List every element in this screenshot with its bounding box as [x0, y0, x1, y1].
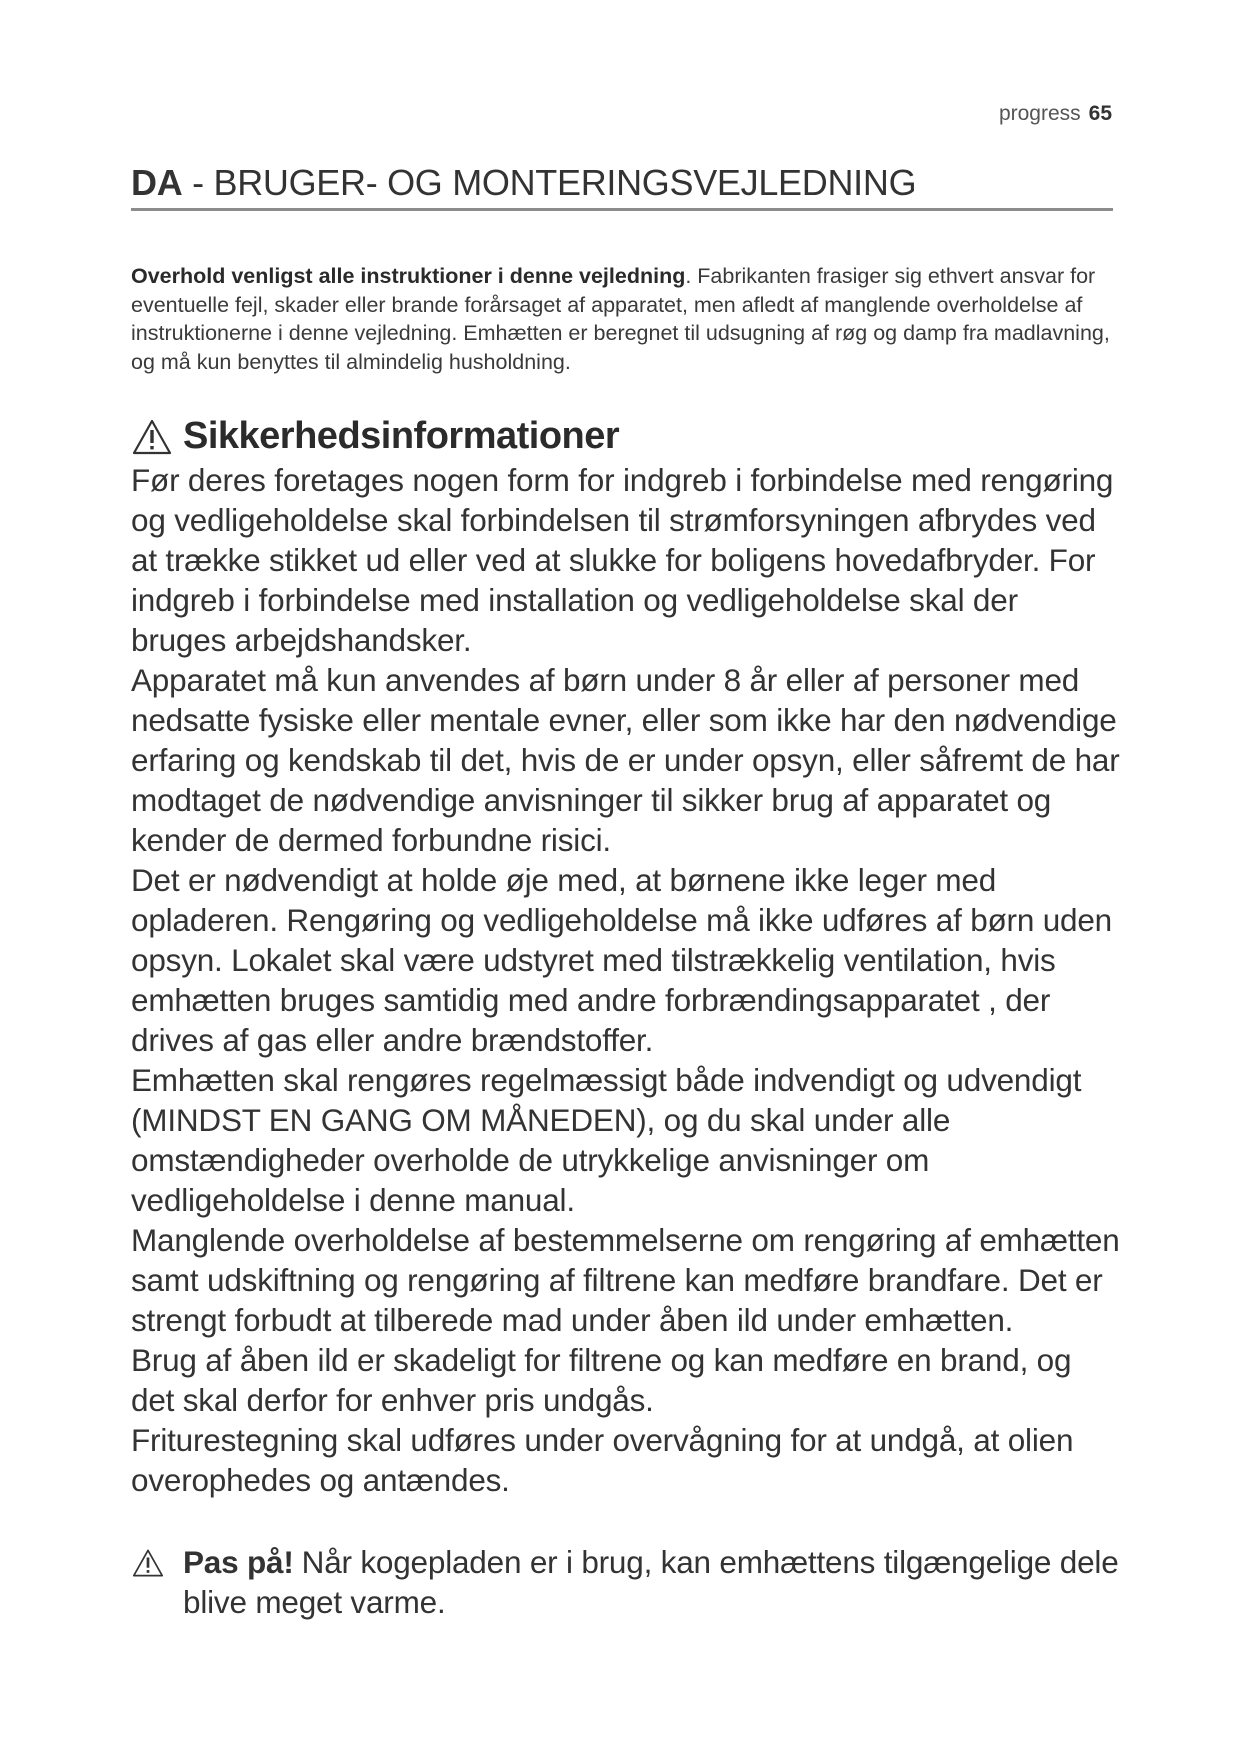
caution-text: Når kogepladen er i brug, kan emhættens tilgængelige dele blive meget varme.: [183, 1544, 1119, 1620]
page-number: 65: [1088, 102, 1112, 125]
warning-triangle-icon: [131, 418, 173, 456]
safety-paragraph: Emhætten skal rengøres regelmæssigt både indvendigt og udvendigt (MINDST EN GANG OM MÅNEDEN), og du skal under alle omstændigheder overholde de utrykkelige anvisninger om vedligeholdelse i denne manual.: [131, 1062, 1082, 1218]
title-bar: [131, 162, 1113, 211]
section-title: [131, 415, 619, 458]
safety-paragraph: Før deres foretages nogen form for indgreb i forbindelse med rengøring og vedligeholdelse skal forbindelsen til strømforsyningen afbrydes ved at trække stikket ud eller ved at slukke for boligens hovedafbryder. For indgreb i forbindelse med installation og vedligeholdelse skal der bruges arbejdshandsker.: [131, 462, 1114, 658]
brand-name: progress: [998, 102, 1081, 125]
safety-text: [131, 460, 1121, 1500]
caution-body: [183, 1542, 1121, 1622]
document-title: [131, 162, 1113, 204]
safety-paragraph: Apparatet må kun anvendes af børn under 8 år eller af personer med nedsatte fysiske eller mentale evner, eller som ikke har den nødvendige erfaring og kendskab til det, hvis de er under opsyn, eller såfremt de har modtaget de nødvendige anvisninger til sikker brug af apparatet og kender de dermed forbundne risici.: [131, 662, 1120, 858]
page-header: [999, 102, 1112, 126]
safety-paragraph: Brug af åben ild er skadeligt for filtrene og kan medføre en brand, og det skal derfor for enhver pris undgås.: [131, 1342, 1072, 1418]
caution-label: Pas på!: [183, 1544, 294, 1580]
section-title-text: Sikkerhedsinformationer: [183, 415, 620, 457]
language-code: DA: [131, 162, 183, 203]
intro-bold: Overhold venligst alle instruktioner i denne vejledning: [131, 264, 686, 288]
safety-paragraph: Friturestegning skal udføres under overvågning for at undgå, at olien overophedes og antændes.: [131, 1422, 1074, 1498]
safety-paragraph: Det er nødvendigt at holde øje med, at børnene ikke leger med opladeren. Rengøring og vedligeholdelse må ikke udføres af børn uden opsyn. Lokalet skal være udstyret med tilstrækkelig ventilation, hvis emhætten bruges samtidig med andre forbrændingsapparatet , der drives af gas eller andre brændstoffer.: [131, 862, 1112, 1058]
intro-paragraph: [131, 262, 1116, 376]
caution-note: [131, 1542, 1121, 1622]
intro-text: . Fabrikanten frasiger sig ethvert ansvar for eventuelle fejl, skader eller brande forårsaget af apparatet, men afledt af manglende overholdelse af instruktionerne i denne vejledning. Emhætten er beregnet til udsugning af røg og damp fra madlavning, og må kun benyttes til almindelig husholdning.: [131, 264, 1110, 374]
warning-triangle-icon: [131, 1548, 165, 1578]
safety-paragraph: Manglende overholdelse af bestemmelserne om rengøring af emhætten samt udskiftning og rengøring af filtrene kan medføre brandfare. Det er strengt forbudt at tilberede mad under åben ild under emhætten.: [131, 1222, 1120, 1338]
document-title-text: - BRUGER- OG MONTERINGSVEJLEDNING: [182, 162, 917, 203]
